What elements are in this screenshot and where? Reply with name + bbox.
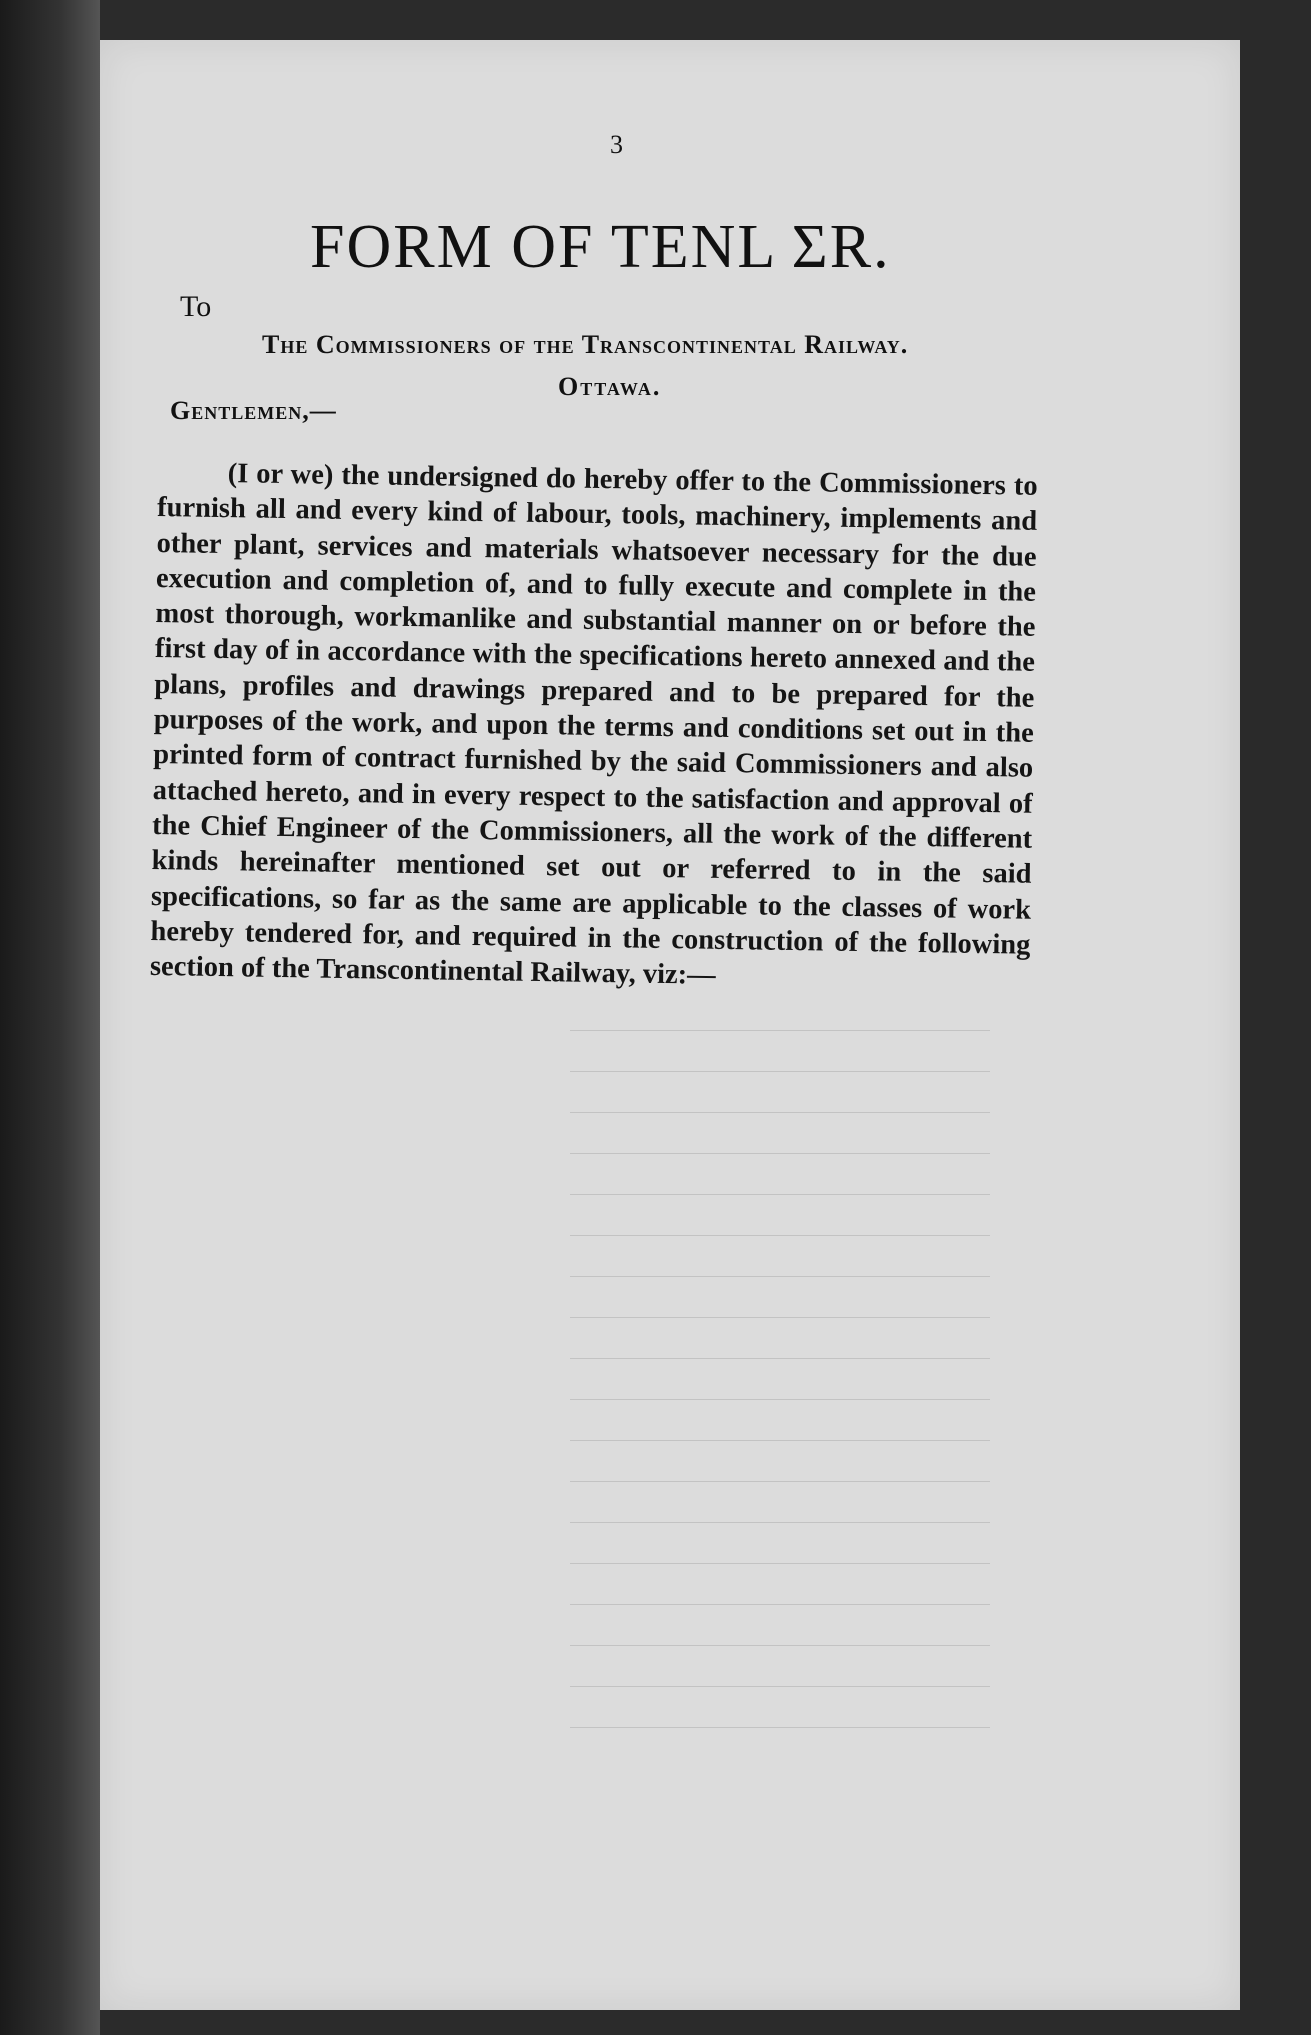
body-paragraph: (I or we) the undersigned do hereby offer to the Commissioners to furnish all and every kind of labour, tools, machinery, implements and other plant, services and materials whatsoever necessary for the due execution and completion of, and to fully execute and complete in the most thorough, workmanlike and substantial manner on or before the first day of in accordance with the specifications hereto annexed and the plans, profiles and drawings prepared and to be prepared for the purposes of the work, and upon the terms and conditions set out in the printed form of contract furnished by the said Commissioners and also attached hereto, and in every respect to the satisfaction and approval of the Chief Engineer of the Commissioners, all the work of the different kinds hereinafter mentioned set out or referred to in the said specifications, so far as the same are applicable to the classes of work hereby tendered for, and required in the construction of the following section of the Transcontinental Railway, viz:— <box>149 458 1038 991</box>
bleed-through-text <box>570 1030 990 1768</box>
page-title: FORM OF TENL ΣR. <box>310 213 891 281</box>
city-line: Ottawa. <box>558 372 662 401</box>
addressee-line: The Commissioners of the Transcontinental Railway. <box>262 330 909 359</box>
salutation: Gentlemen,— <box>170 396 337 425</box>
scan-margin <box>1240 0 1311 2035</box>
page-number: 3 <box>610 130 623 159</box>
book-binding <box>0 0 100 2035</box>
to-label: To <box>180 290 212 323</box>
